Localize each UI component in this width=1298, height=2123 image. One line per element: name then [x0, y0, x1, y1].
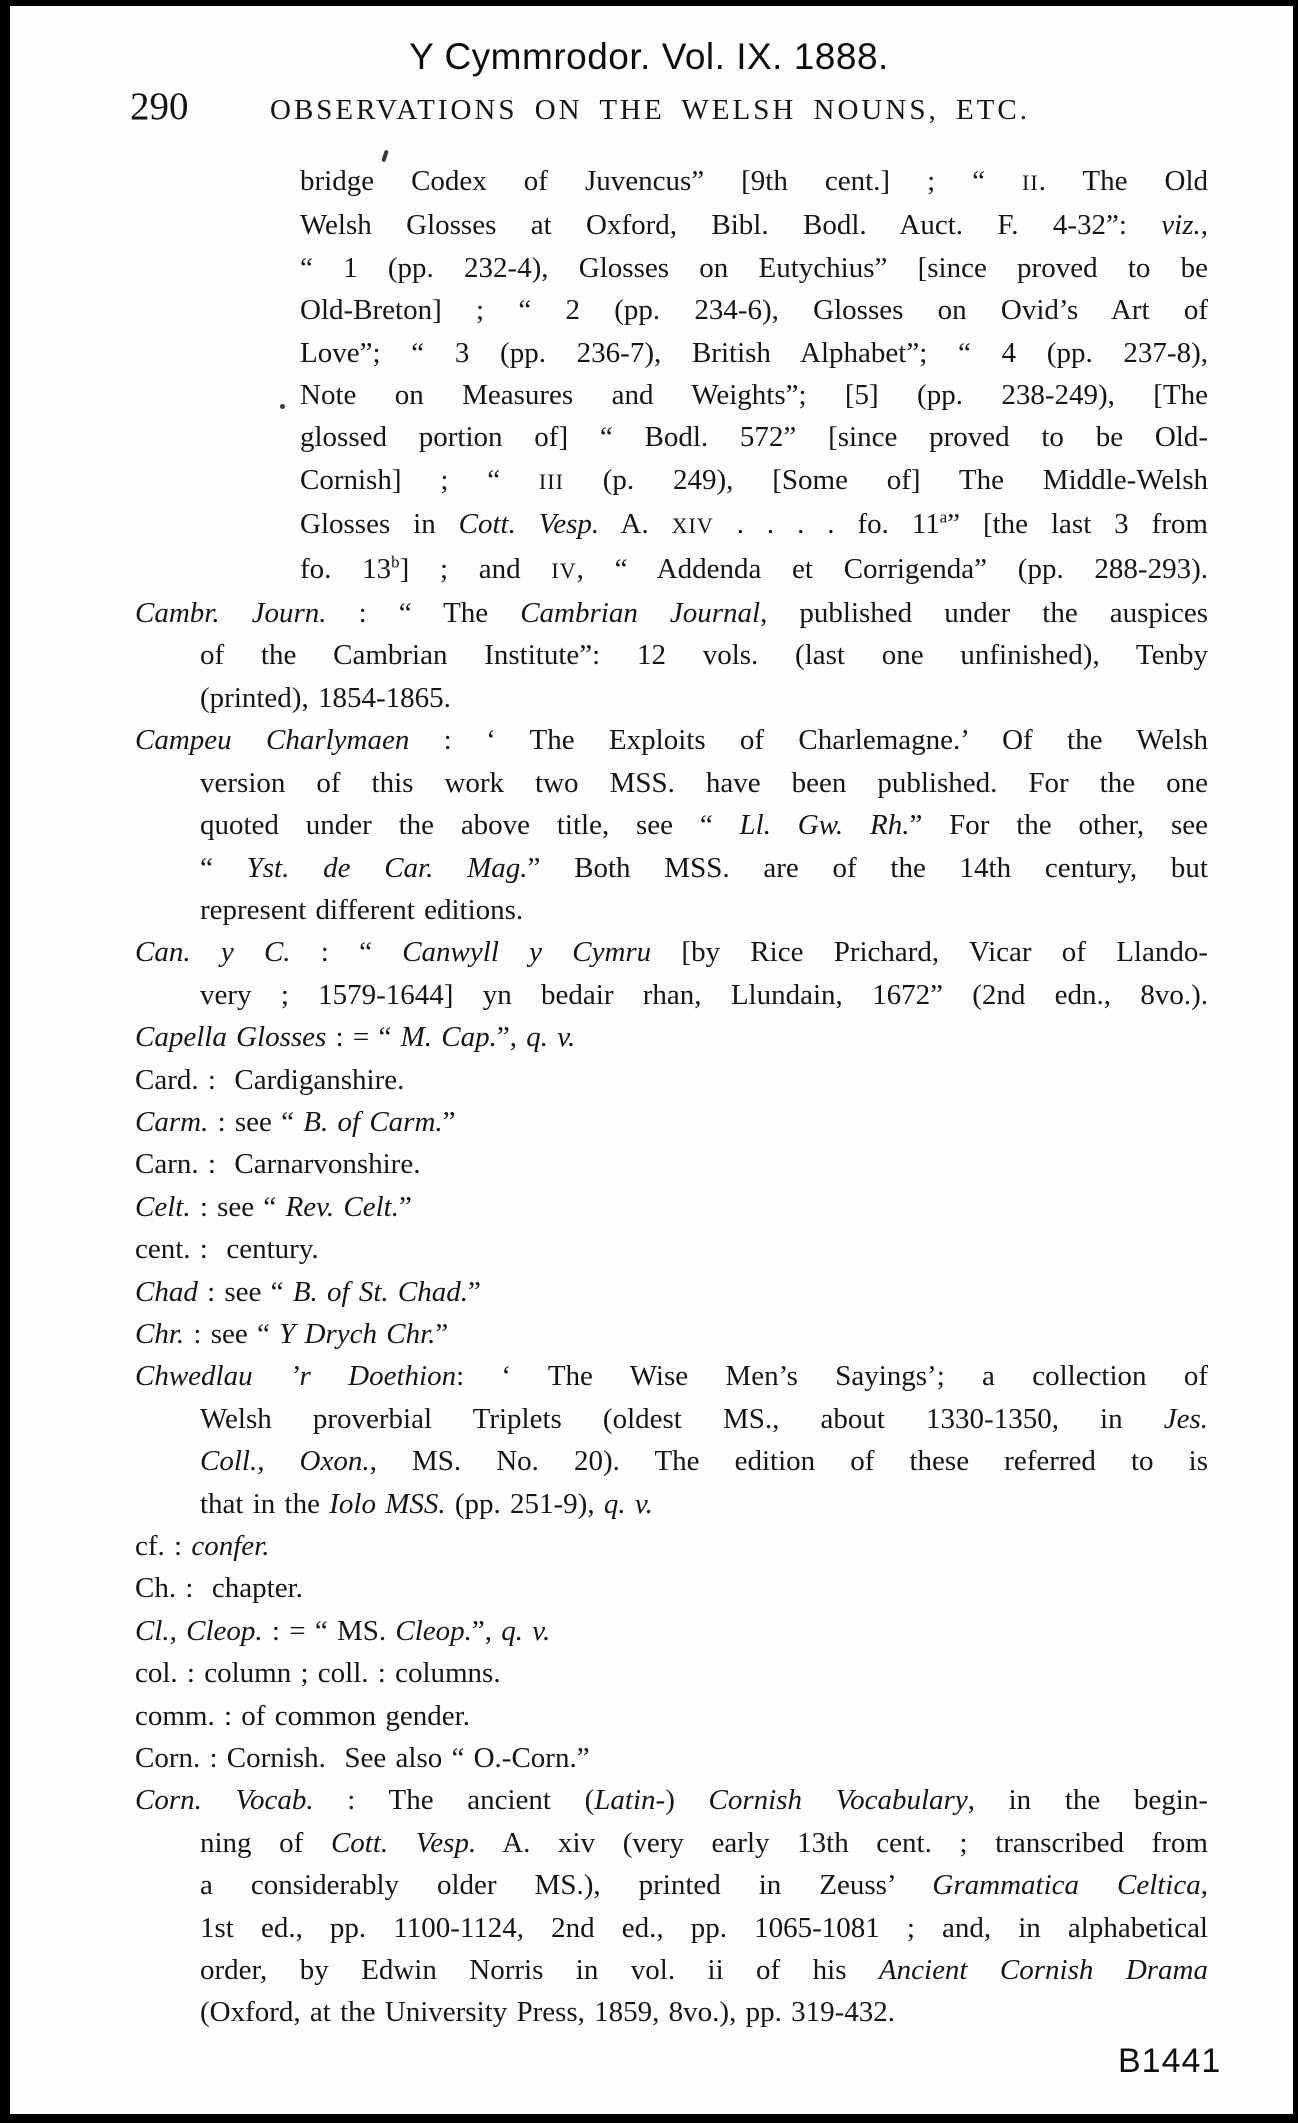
text-segment: (printed), 1854-1865. [200, 681, 451, 714]
text-segment: (Oxford, at the University Press, 1859, 8vo.), pp. 319-432. [200, 1996, 895, 2029]
text-segment: Ch. : chapter. [135, 1572, 303, 1605]
text-segment: Cambrian Journal [520, 597, 761, 630]
text-segment: Corn. Vocab. [135, 1784, 314, 1817]
glossary-line-43 [200, 1949, 1208, 1991]
text-segment: “ 1 (pp. 232-4), Glosses on Eutychius” [since proved to be [300, 251, 1208, 284]
glossary-line-35 [135, 1610, 1208, 1652]
text-segment: Carn. : Carnarvonshire. [135, 1148, 421, 1181]
glossary-line-1 [300, 160, 1208, 204]
text-segment: q. v. [501, 1614, 551, 1647]
text-segment: order, by Edwin Norris in vol. ii of his [200, 1954, 879, 1987]
glossary-line-27 [135, 1271, 1208, 1313]
glossary-line-5 [300, 332, 1208, 374]
text-segment: : see “ [184, 1317, 280, 1350]
text-segment: Glosses in [300, 508, 459, 541]
text-segment: B. of St. Chad. [292, 1275, 468, 1308]
text-segment: q. v. [526, 1021, 576, 1054]
glossary-line-29 [135, 1355, 1208, 1397]
text-segment: quoted under the above title, see “ [200, 809, 740, 842]
catalog-stamp: B1441 [1118, 2042, 1222, 2080]
text-segment: ” Both MSS. are of the 14th century, but [527, 851, 1208, 884]
text-segment: , in the begin- [967, 1784, 1208, 1817]
text-segment: (pp. 251-9), [445, 1487, 604, 1520]
text-segment: Capella Glosses [135, 1021, 327, 1054]
text-segment: M. Cap. [400, 1021, 497, 1054]
text-segment: Celt. [135, 1190, 191, 1223]
text-segment: Cornish] ; “ [300, 463, 539, 496]
text-segment: : = “ [326, 1021, 401, 1054]
glossary-line-22 [135, 1059, 1208, 1101]
glossary-line-44 [200, 1991, 1208, 2033]
text-segment: Cornish Vocabulary [708, 1784, 968, 1817]
glossary-line-26 [135, 1228, 1208, 1270]
text-segment: Cl., Cleop. [135, 1614, 263, 1647]
text-segment: III [538, 468, 564, 494]
text-segment: that in the [200, 1487, 330, 1520]
glossary-line-42 [200, 1907, 1208, 1949]
text-segment: II [1022, 170, 1039, 195]
text-segment: glossed portion of] “ Bodl. 572” [since proved to be Old- [300, 421, 1208, 454]
text-segment: : “ [290, 936, 403, 969]
glossary-line-32 [200, 1483, 1208, 1525]
text-segment: , [1200, 1869, 1208, 1902]
text-segment: ”, [471, 1614, 502, 1647]
glossary-line-13 [200, 677, 1208, 719]
text-segment: Card. : Cardiganshire. [135, 1063, 405, 1096]
text-segment: . The Old [1038, 165, 1208, 197]
text-segment: , published under the auspices [760, 597, 1208, 630]
text-segment: comm. : of common gender. [135, 1699, 470, 1732]
text-segment: : see “ [208, 1105, 304, 1138]
text-segment: confer. [191, 1530, 270, 1562]
glossary-line-18 [200, 889, 1208, 931]
glossary-body [135, 160, 1208, 2034]
text-segment: ” [435, 1317, 449, 1350]
text-segment: fo. 13 [300, 552, 392, 585]
glossary-line-38 [135, 1737, 1208, 1779]
glossary-line-36 [135, 1652, 1208, 1694]
text-segment: Grammatica Celtica [932, 1869, 1201, 1902]
glossary-line-39 [135, 1779, 1208, 1821]
text-segment: Latin- [594, 1784, 666, 1817]
text-segment: “ [200, 851, 247, 884]
glossary-line-6 [300, 374, 1208, 416]
glossary-line-28 [135, 1313, 1208, 1355]
glossary-line-2 [300, 204, 1208, 246]
text-segment: Chad [135, 1275, 198, 1308]
text-segment: : ‘ The Exploits of Charlemagne.’ Of the Welsh [409, 724, 1208, 757]
text-segment: col. : column ; coll. : columns. [135, 1657, 501, 1690]
glossary-line-21 [135, 1016, 1208, 1058]
text-segment: Ll. Gw. Rh. [739, 809, 910, 842]
text-segment: viz., [1161, 209, 1208, 242]
text-segment: a [939, 507, 948, 527]
glossary-line-3 [300, 247, 1208, 289]
text-segment: Chwedlau ’r Doethion [135, 1360, 457, 1393]
text-segment: Corn. : Cornish. See also “ O.-Corn.” [135, 1742, 590, 1775]
glossary-line-4 [300, 289, 1208, 331]
text-segment: , “ Addenda et Corrigenda” (pp. 288-293). [576, 552, 1208, 585]
glossary-line-12 [200, 634, 1208, 676]
glossary-line-25 [135, 1186, 1208, 1228]
text-segment: bridge Codex of Juvencus” [9th cent.] ; “ [300, 165, 1022, 197]
text-segment: Coll., Oxon. [200, 1445, 370, 1478]
text-segment: : see “ [190, 1190, 286, 1223]
text-segment: Y Drych Chr. [279, 1317, 436, 1350]
text-segment: (p. 249), [Some of] The Middle-Welsh [563, 463, 1208, 496]
glossary-line-33 [135, 1525, 1208, 1567]
glossary-line-9 [300, 503, 1208, 547]
text-segment: cent. : century. [135, 1233, 319, 1266]
text-segment: Note on Measures and Weights”; [5] (pp. 238-249), [The [300, 379, 1208, 412]
page-number: 290 [130, 85, 189, 128]
glossary-line-15 [200, 762, 1208, 804]
text-segment: Cambr. Journ. [135, 597, 327, 630]
text-segment: , MS. No. 20). The edition of these referred to is [369, 1445, 1208, 1478]
glossary-line-11 [135, 592, 1208, 634]
text-segment: of the Cambrian Institute”: 12 vols. (last one unfinished), Tenby [200, 639, 1208, 672]
text-segment: represent different editions. [200, 893, 524, 926]
text-segment: : “ The [326, 597, 521, 630]
text-segment: Welsh proverbial Triplets (oldest MS., about 1330-1350, in [200, 1402, 1164, 1435]
text-segment: Love”; “ 3 (pp. 236-7), British Alphabet”; “ 4 (pp. 237-8), [300, 336, 1208, 369]
text-segment: A. [599, 508, 672, 541]
text-segment: ning of [200, 1826, 331, 1859]
text-segment: : see “ [197, 1275, 293, 1308]
glossary-line-20 [200, 974, 1208, 1016]
text-segment: ” [442, 1105, 456, 1138]
text-segment: ” For the other, see [909, 809, 1208, 842]
text-segment: Cleop. [395, 1614, 472, 1647]
glossary-line-7 [300, 416, 1208, 458]
text-segment: B. of Carm. [303, 1105, 443, 1138]
text-segment: ] ; and [399, 552, 552, 585]
text-segment: ” [467, 1275, 481, 1308]
glossary-line-37 [135, 1695, 1208, 1737]
text-segment: : = “ MS. [262, 1614, 396, 1647]
glossary-line-14 [135, 719, 1208, 761]
text-segment: Campeu Charlymaen [135, 724, 410, 757]
text-segment: cf. : [135, 1530, 192, 1562]
text-segment: Welsh Glosses at Oxford, Bibl. Bodl. Auct. F. 4-32”: [300, 209, 1162, 242]
text-segment: ) [665, 1784, 709, 1817]
text-segment: XIV [671, 513, 714, 539]
text-segment: 1st ed., pp. 1100-1124, 2nd ed., pp. 1065-1081 ; and, in alphabetical [200, 1911, 1208, 1944]
text-segment: : The ancient ( [313, 1784, 595, 1817]
text-segment: [by Rice Prichard, Vicar of Llando- [651, 936, 1208, 969]
glossary-line-23 [135, 1101, 1208, 1143]
text-segment: Old-Breton] ; “ 2 (pp. 234-6), Glosses on Ovid’s Art of [300, 294, 1208, 327]
volume-header: Y Cymmrodor. Vol. IX. 1888. [409, 36, 889, 77]
text-segment: Cott. Vesp. [330, 1826, 477, 1859]
text-segment: very ; 1579-1644] yn bedair rhan, Llundain, 1672” (2nd edn., 8vo.). [200, 978, 1208, 1011]
text-segment: ” [398, 1190, 412, 1223]
glossary-line-10 [300, 548, 1208, 592]
text-segment: q. v. [603, 1487, 653, 1520]
glossary-line-16 [200, 804, 1208, 846]
text-segment: ”, [496, 1021, 527, 1054]
text-segment: Carm. [135, 1105, 209, 1138]
glossary-line-34 [135, 1567, 1208, 1609]
text-segment: version of this work two MSS. have been published. For the one [200, 766, 1208, 799]
glossary-line-17 [200, 847, 1208, 889]
text-segment: Chr. [135, 1317, 185, 1350]
text-segment: Ancient Cornish Drama [878, 1954, 1208, 1987]
text-segment: a considerably older MS.), printed in Zeuss’ [200, 1869, 933, 1902]
glossary-line-41 [200, 1864, 1208, 1906]
text-segment: ” [the last 3 from [947, 508, 1208, 541]
text-segment: Yst. de Car. Mag. [246, 851, 528, 884]
text-segment: A. xiv (very early 13th cent. ; transcribed from [476, 1826, 1208, 1859]
text-segment: IV [551, 557, 577, 583]
text-segment: Cott. Vesp. [458, 508, 600, 541]
text-segment: Canwyll y Cymru [402, 936, 652, 969]
glossary-line-30 [200, 1398, 1208, 1440]
glossary-line-31 [200, 1440, 1208, 1482]
glossary-line-8 [300, 459, 1208, 503]
running-head: OBSERVATIONS ON THE WELSH NOUNS, ETC. [270, 94, 1030, 126]
text-segment: . . . . fo. 11 [713, 508, 940, 541]
glossary-line-24 [135, 1143, 1208, 1185]
glossary-line-40 [200, 1822, 1208, 1864]
scan-artifact-dot [280, 404, 285, 409]
text-segment: Rev. Celt. [285, 1190, 399, 1223]
text-segment: Iolo MSS. [329, 1487, 446, 1520]
text-segment: Can. y C. [135, 936, 291, 969]
text-segment: : ‘ The Wise Men’s Sayings’; a collection of [456, 1360, 1208, 1393]
glossary-line-19 [135, 931, 1208, 973]
text-segment: b [391, 552, 400, 571]
text-segment: Jes. [1163, 1402, 1208, 1435]
